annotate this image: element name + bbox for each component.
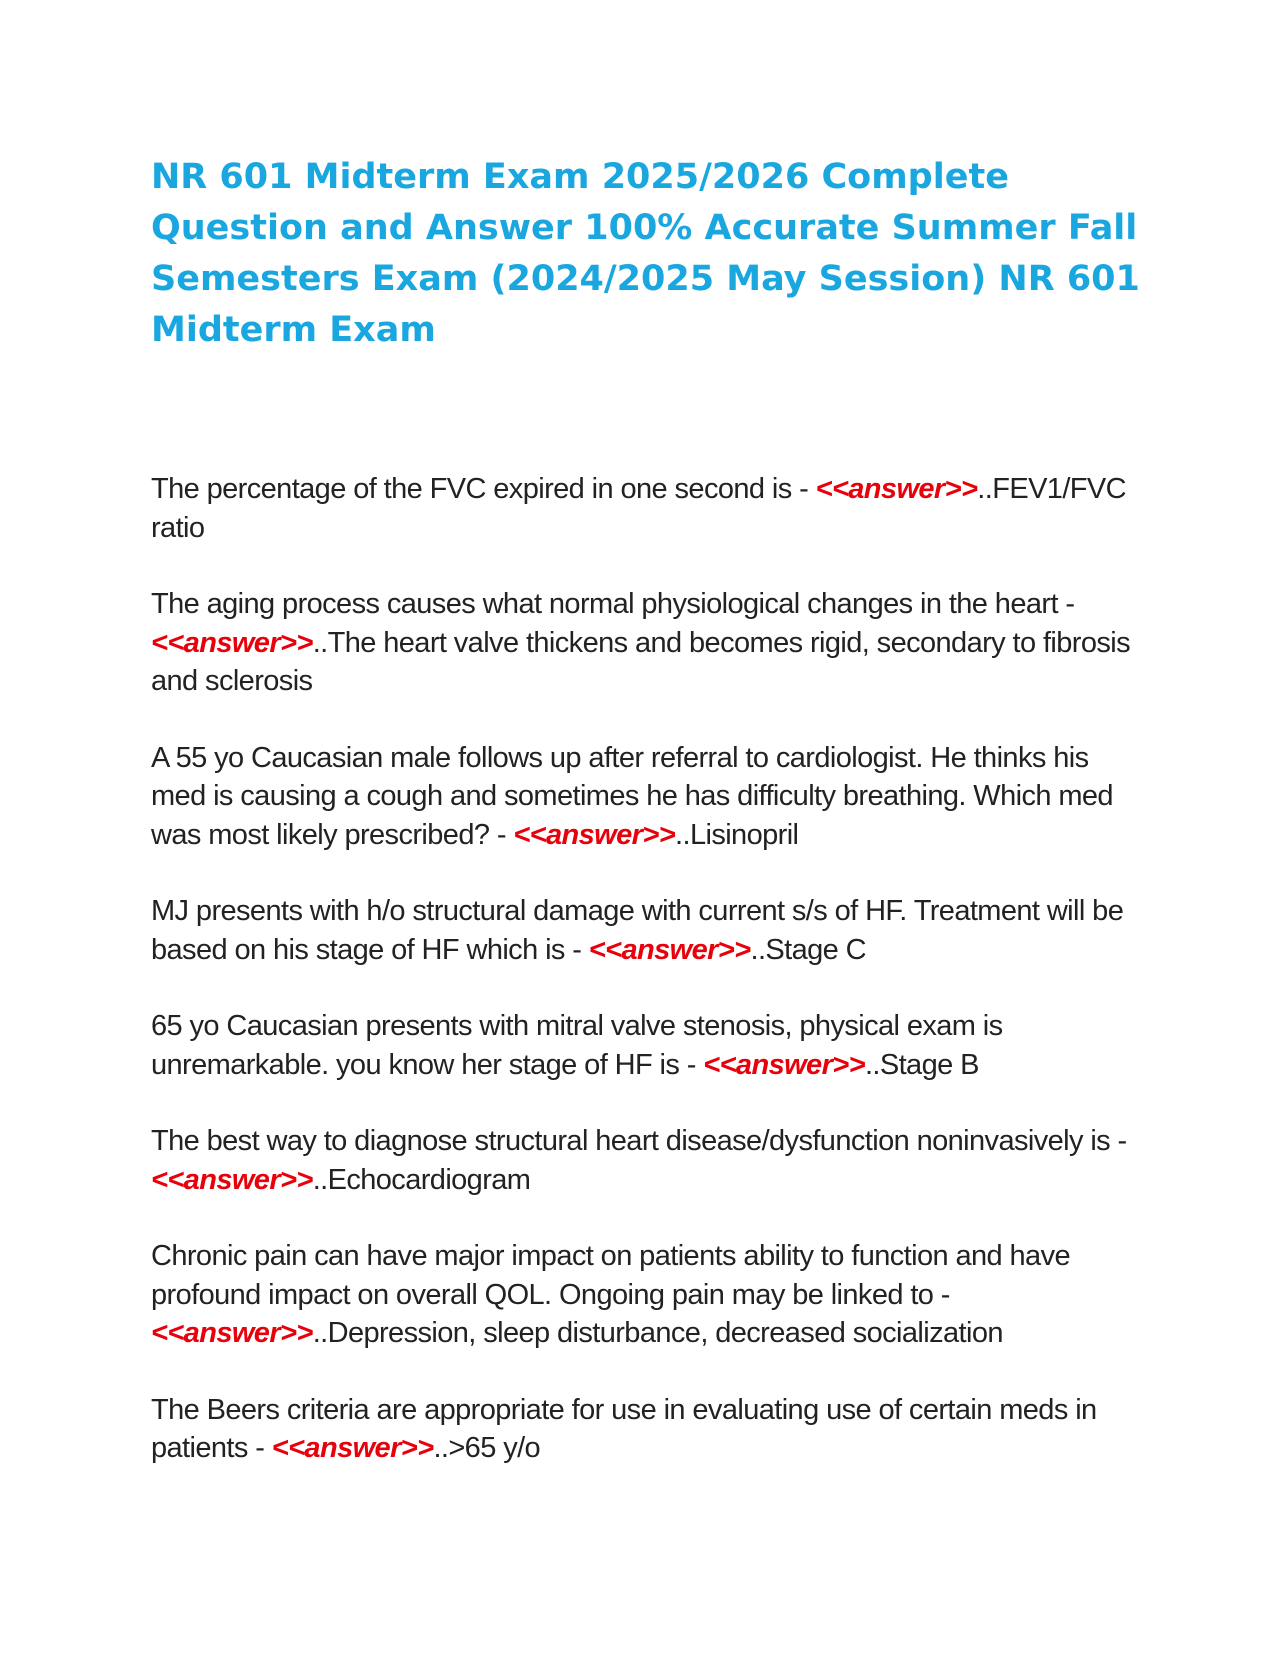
answer-marker: <<answer>> xyxy=(271,1432,434,1464)
question-text: 65 yo Caucasian presents with mitral valve stenosis, physical exam is unremarkable. you know her stage of HF is - xyxy=(151,1010,1003,1081)
question-text: Chronic pain can have major impact on patients ability to function and have profound impact on overall QOL. Ongoing pain may be linked to - xyxy=(151,1240,1071,1311)
qa-item xyxy=(151,1237,1141,1353)
answer-marker: <<answer>> xyxy=(703,1048,865,1081)
answer-text: ..The heart valve thickens and becomes rigid, secondary to fibrosis and sclerosis xyxy=(151,626,1131,697)
qa-list xyxy=(151,470,1141,1506)
answer-text: ..FEV1/FVC ratio xyxy=(151,473,1126,544)
answer-marker: <<answer>> xyxy=(588,933,751,966)
question-text: The best way to diagnose structural heart disease/dysfunction noninvasively is - xyxy=(151,1125,1127,1157)
question-text: The percentage of the FVC expired in one second is - xyxy=(151,473,816,505)
qa-item xyxy=(151,1391,1141,1468)
question-text: The aging process causes what normal physiological changes in the heart - xyxy=(151,588,1075,620)
qa-item xyxy=(151,892,1141,969)
qa-item xyxy=(151,1007,1141,1084)
answer-text: ..Lisinopril xyxy=(675,818,799,851)
answer-text: ..Stage B xyxy=(864,1048,979,1081)
answer-marker: <<answer>> xyxy=(513,818,676,851)
answer-text: ..>65 y/o xyxy=(433,1432,541,1464)
answer-marker: <<answer>> xyxy=(151,1163,313,1196)
qa-item xyxy=(151,585,1141,701)
question-text: A 55 yo Caucasian male follows up after referral to cardiologist. He thinks his med is causing a cough and sometimes he has difficulty breathing. Which med was most likely prescribed? - xyxy=(151,741,1113,851)
answer-text: ..Stage C xyxy=(750,933,866,966)
answer-text: ..Depression, sleep disturbance, decreased socialization xyxy=(312,1317,1003,1349)
qa-item xyxy=(151,1122,1141,1199)
qa-item xyxy=(151,739,1141,855)
answer-marker: <<answer>> xyxy=(151,626,313,659)
document-title: NR 601 Midterm Exam 2025/2026 Complete Question and Answer 100% Accurate Summer Fall Semesters Exam (2024/2025 May Session) NR 601 Midterm Exam xyxy=(151,157,1140,350)
answer-marker: <<answer>> xyxy=(151,1317,313,1349)
answer-text: ..Echocardiogram xyxy=(312,1163,531,1196)
qa-item xyxy=(151,470,1141,547)
answer-marker: <<answer>> xyxy=(815,473,978,505)
question-text: The Beers criteria are appropriate for use in evaluating use of certain meds in patients - xyxy=(151,1393,1097,1464)
question-text: MJ presents with h/o structural damage with current s/s of HF. Treatment will be based on his stage of HF which is - xyxy=(151,895,1124,966)
